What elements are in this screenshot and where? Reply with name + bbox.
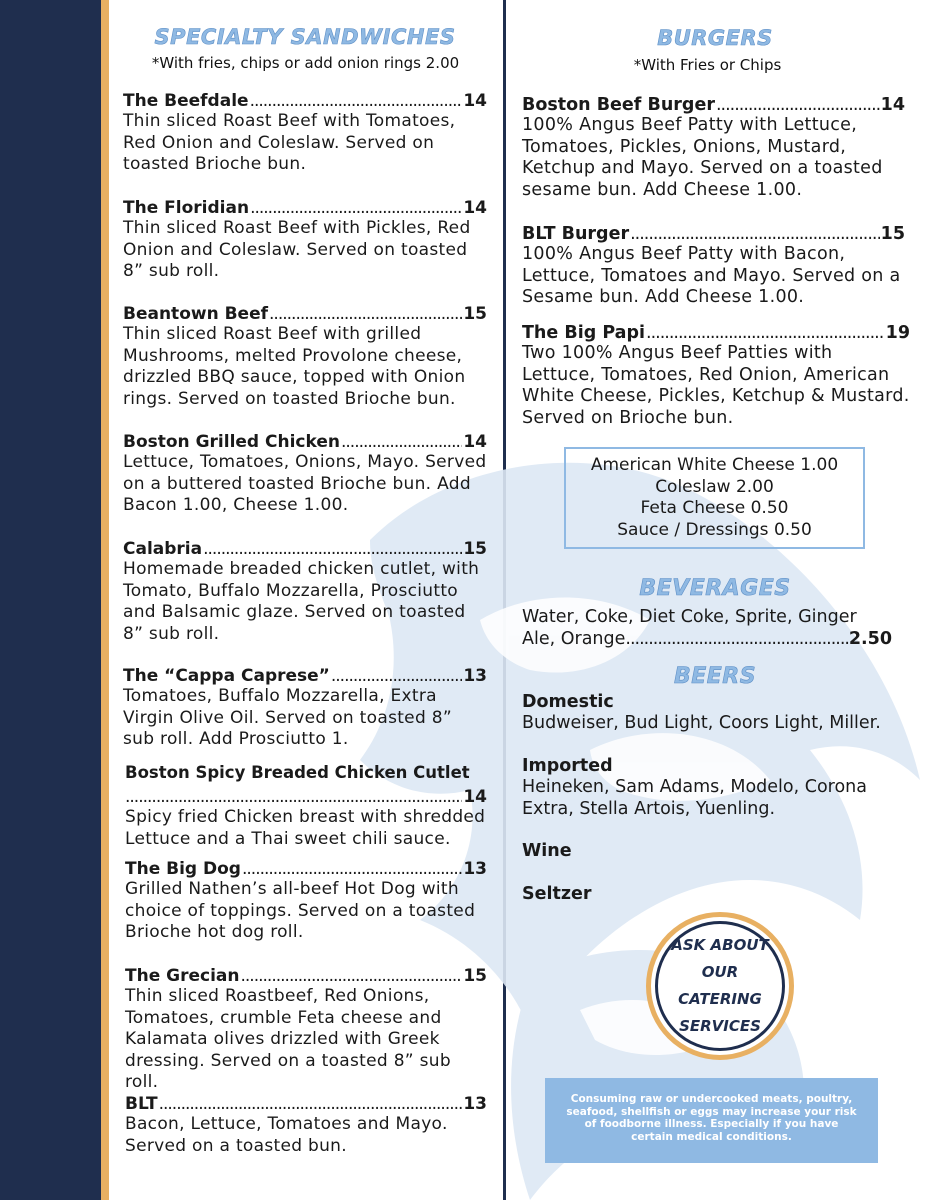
leader-dots xyxy=(331,666,462,686)
menu-item xyxy=(123,91,487,176)
leader-dots xyxy=(625,629,848,651)
item-name: Calabria xyxy=(123,539,203,559)
beverages-line: Water, Coke, Diet Coke, Sprite, Ginger xyxy=(522,607,857,627)
item-price: 19 xyxy=(885,323,910,343)
item-description: Lettuce, Tomatoes, Onions, Mayo. Served on a buttered toasted Brioche bun. Add Bacon 1.00, Cheese 1.00. xyxy=(123,452,487,515)
item-name: Beantown Beef xyxy=(123,304,269,324)
add-ons-box xyxy=(564,447,865,549)
beer-heading: Wine xyxy=(522,841,572,861)
sandwiches-note: *With fries, chips or add onion rings 2.00 xyxy=(151,54,460,72)
food-safety-warning: Consuming raw or undercooked meats, poultry, seafood, shellfish or eggs may increase your risk of foodborne illness. Especially if you have certain medical conditions. xyxy=(545,1078,878,1163)
leader-dots xyxy=(241,966,463,986)
leader-dots xyxy=(242,859,462,879)
menu-item xyxy=(125,966,487,1094)
item-price: 14 xyxy=(880,95,905,115)
leader-dots xyxy=(646,323,885,343)
item-price: 14 xyxy=(463,787,487,807)
item-name: Boston Beef Burger xyxy=(522,95,715,115)
specialty-sandwiches-title: SPECIALTY SANDWICHES xyxy=(154,25,456,49)
item-description: Spicy fried Chicken breast with shredded Lettuce and a Thai sweet chili sauce. xyxy=(125,807,486,849)
item-name: BLT xyxy=(125,1094,158,1114)
add-on-item: Coleslaw 2.00 xyxy=(655,476,774,497)
left-navy-stripe xyxy=(0,0,101,1200)
menu-item xyxy=(123,304,487,410)
beverages-title: BEVERAGES xyxy=(639,576,791,601)
item-price: 13 xyxy=(463,859,487,879)
menu-item xyxy=(125,763,487,850)
leader-dots xyxy=(159,1094,463,1114)
menu-item xyxy=(123,432,487,517)
burgers-note: *With Fries or Chips xyxy=(633,56,782,74)
item-price: 14 xyxy=(463,432,487,452)
left-gold-stripe xyxy=(101,0,109,1200)
item-name: Boston Spicy Breaded Chicken Cutlet xyxy=(125,763,470,782)
leader-dots xyxy=(125,787,462,807)
leader-dots xyxy=(269,304,462,324)
menu-item xyxy=(125,1094,487,1157)
add-on-item: Feta Cheese 0.50 xyxy=(640,498,789,518)
beer-heading: Imported xyxy=(522,756,613,776)
leader-dots xyxy=(716,95,880,115)
beer-list: Budweiser, Bud Light, Coors Light, Miller. xyxy=(522,713,881,733)
item-price: 14 xyxy=(463,198,487,218)
menu-item xyxy=(123,539,487,645)
catering-line: CATERING xyxy=(678,990,762,1008)
item-description: Grilled Nathen’s all-beef Hot Dog with choice of toppings. Served on a toasted Brioche hot dog roll. xyxy=(125,879,476,942)
beer-heading: Domestic xyxy=(522,692,614,712)
item-price: 14 xyxy=(463,91,487,111)
beverages-line: Ale, Orange xyxy=(522,628,626,649)
item-price: 13 xyxy=(463,666,487,686)
leader-dots xyxy=(203,539,462,559)
leader-dots xyxy=(341,432,462,452)
item-description: Two 100% Angus Beef Patties with Lettuce, Tomatoes, Red Onion, American White Cheese, Pickles, Ketchup & Mustard. Served on Brioche bun. xyxy=(522,343,910,428)
item-price: 15 xyxy=(463,304,487,324)
item-price: 13 xyxy=(463,1094,487,1114)
item-price: 15 xyxy=(880,224,905,244)
leader-dots xyxy=(250,91,463,111)
item-description: 100% Angus Beef Patty with Bacon, Lettuce, Tomatoes and Mayo. Served on a Sesame bun. Add Cheese 1.00. xyxy=(522,244,901,307)
beverages-list xyxy=(522,607,892,650)
burgers-title: BURGERS xyxy=(657,26,773,50)
item-description: Thin sliced Roast Beef with grilled Mushrooms, melted Provolone cheese, drizzled BBQ sauce, topped with Onion rings. Served on toasted Brioche bun. xyxy=(123,324,466,409)
beers-title: BEERS xyxy=(673,664,757,689)
item-description: Homemade breaded chicken cutlet, with Tomato, Buffalo Mozzarella, Prosciutto and Balsamic glaze. Served on toasted 8” sub roll. xyxy=(123,559,480,644)
item-price: 15 xyxy=(463,539,487,559)
menu-item xyxy=(125,859,487,944)
item-name: The Big Dog xyxy=(125,859,241,879)
leader-dots xyxy=(630,224,880,244)
item-name: The “Cappa Caprese” xyxy=(123,666,330,686)
item-description: 100% Angus Beef Patty with Lettuce, Tomatoes, Pickles, Onions, Mustard, Ketchup and Mayo. Served on a toasted sesame bun. Add Cheese 1.00. xyxy=(522,115,883,200)
menu-item xyxy=(522,95,905,201)
add-on-item: Sauce / Dressings 0.50 xyxy=(617,519,812,540)
item-price: 15 xyxy=(463,966,487,986)
menu-item xyxy=(522,323,910,429)
beverages-price: 2.50 xyxy=(848,628,892,649)
item-description: Thin sliced Roastbeef, Red Onions, Tomatoes, crumble Feta cheese and Kalamata olives drizzled with Greek dressing. Served on a toasted 8” sub roll. xyxy=(125,986,451,1092)
catering-line: OUR xyxy=(701,963,739,981)
beer-heading: Seltzer xyxy=(522,884,592,904)
menu-item xyxy=(522,224,905,309)
add-on-item: American White Cheese 1.00 xyxy=(590,455,839,475)
item-description: Thin sliced Roast Beef with Tomatoes, Red Onion and Coleslaw. Served on toasted Brioche bun. xyxy=(123,111,456,174)
item-name: The Beefdale xyxy=(123,91,249,111)
item-description: Bacon, Lettuce, Tomatoes and Mayo. Served on a toasted bun. xyxy=(125,1114,448,1156)
item-name: The Grecian xyxy=(125,966,240,986)
catering-badge xyxy=(646,912,794,1060)
item-name: BLT Burger xyxy=(522,224,630,244)
menu-item xyxy=(123,198,487,283)
catering-line: SERVICES xyxy=(679,1017,761,1035)
catering-line: ASK ABOUT xyxy=(671,936,769,954)
item-description: Thin sliced Roast Beef with Pickles, Red Onion and Coleslaw. Served on toasted 8” sub roll. xyxy=(123,218,471,281)
menu-item xyxy=(123,666,487,751)
item-name: The Floridian xyxy=(123,198,250,218)
leader-dots xyxy=(250,198,462,218)
item-description: Tomatoes, Buffalo Mozzarella, Extra Virgin Olive Oil. Served on toasted 8” sub roll. Add Prosciutto 1. xyxy=(123,686,452,749)
item-name: The Big Papi xyxy=(522,323,646,343)
beer-list: Heineken, Sam Adams, Modelo, Corona Extra, Stella Artois, Yuenling. xyxy=(522,777,868,819)
item-name: Boston Grilled Chicken xyxy=(123,432,340,452)
